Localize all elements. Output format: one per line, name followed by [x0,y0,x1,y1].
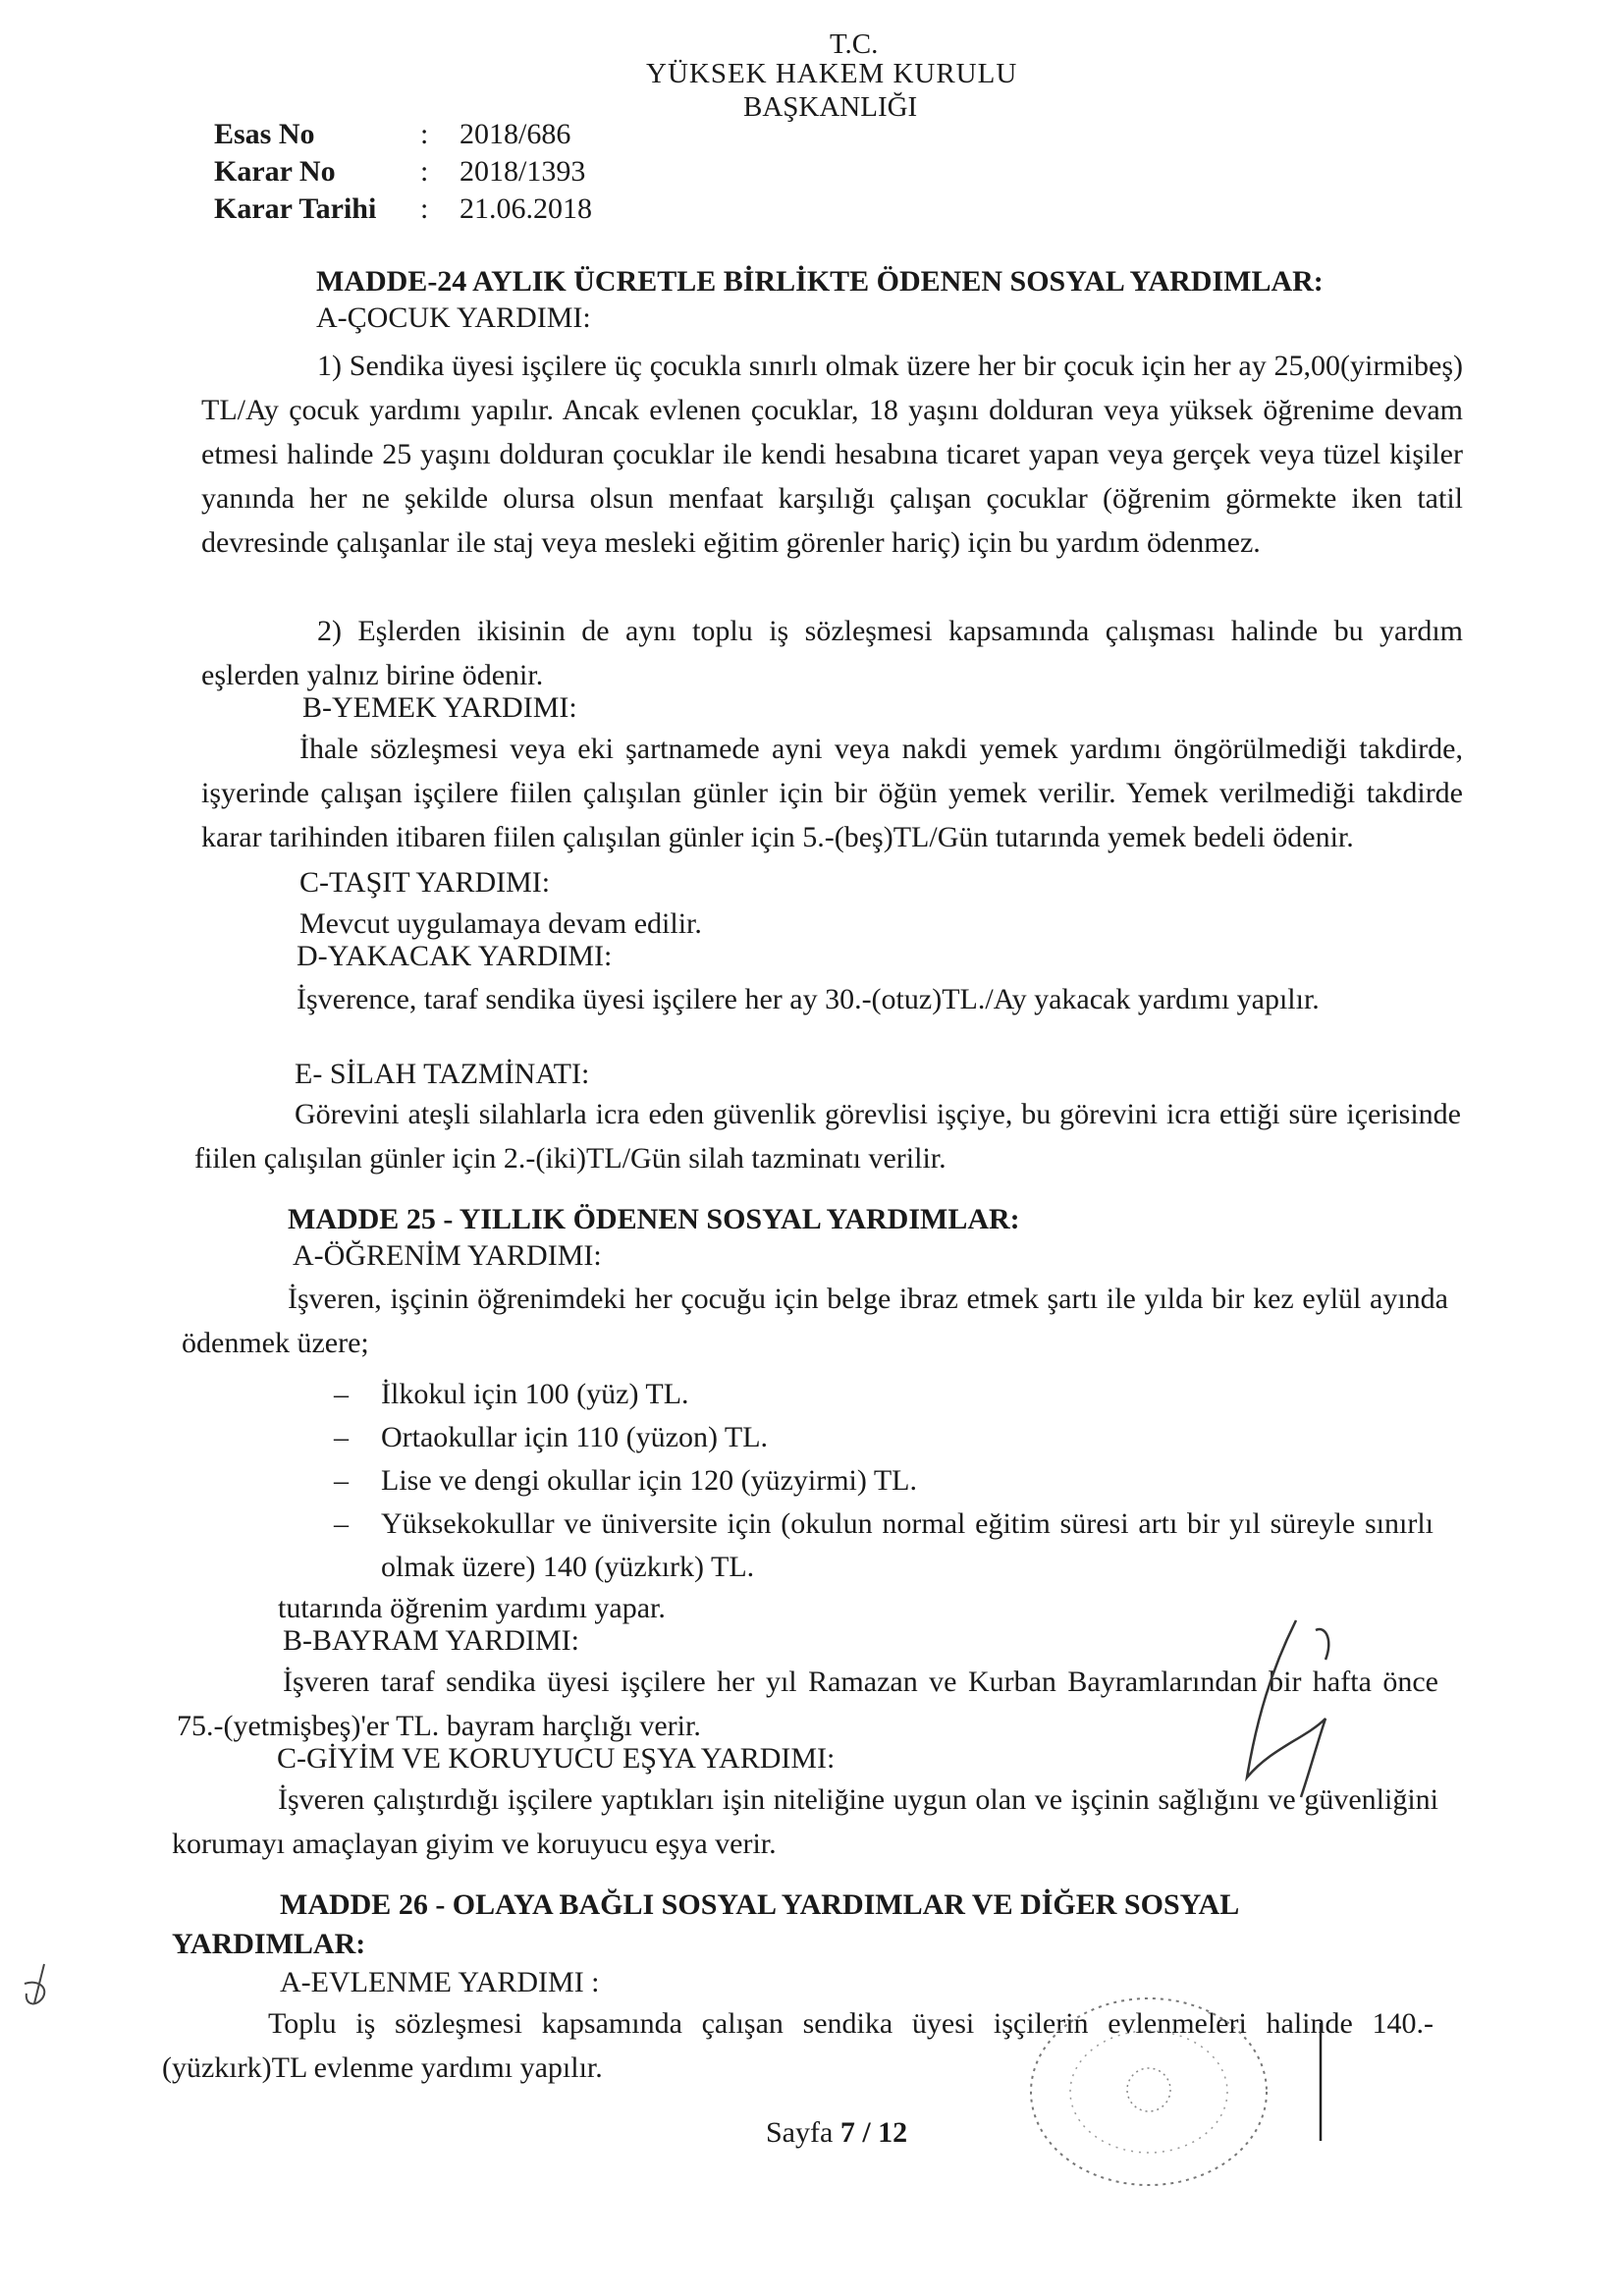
article-25-a-tail: tutarında öğrenim yardımı yapar. [278,1592,666,1624]
margin-initial-mark [15,1959,64,2018]
header-institution: YÜKSEK HAKEM KURULU [646,58,1018,89]
article-25-c-title: C-GİYİM VE KORUYUCU EŞYA YARDIMI: [277,1742,836,1775]
education-list-item-1: – İlkokul için 100 (yüz) TL. [334,1373,1434,1416]
signature-mark [1178,1601,1365,1817]
meta-karar-no: Karar No : 2018/1393 [214,155,586,188]
header-tc: T.C. [830,28,879,60]
article-24-b-title: B-YEMEK YARDIMI: [302,691,577,724]
article-26-a-title: A-EVLENME YARDIMI : [280,1966,600,1998]
education-list-item-2: – Ortaokullar için 110 (yüzon) TL. [334,1416,1434,1459]
article-24-b-para: İhale sözleşmesi veya eki şartnamede ayni veya nakdi yemek yardımı öngörülmediği takdirde, işyerinde çalışan işçilere fiilen çalışılan günler için bir öğün yemek verilir. Yemek verilmediği takdirde karar tarihinden itibaren fiilen çalışılan günler için 5.-(beş)TL/Gün tutarında yemek bedeli ödenir. [201,733,1463,853]
article-25-a-para: İşveren, işçinin öğrenimdeki her çocuğu için belge ibraz etmek şartı ile yılda bir kez eylül ayında ödenmek üzere; [182,1283,1448,1359]
article-26-a-para: Toplu iş sözleşmesi kapsamında çalışan sendika üyesi işçilerin evlenmeleri halinde 140.-(yüzkırk)TL evlenme yardımı yapılır. [162,2007,1434,2084]
article-24-e-title: E- SİLAH TAZMİNATI: [295,1058,590,1090]
list-dash: – [334,1507,349,1540]
official-seal-stamp [1001,1974,1296,2210]
page-number: Sayfa 7 / 12 [766,2116,908,2149]
article-25-c-para: İşveren çalıştırdığı işçilere yaptıkları işin niteliğine uygun olan ve işçinin sağlığını ve güvenliğini korumayı amaçlayan giyim ve koruyucu eşya verir. [172,1783,1438,1860]
article-24-title: MADDE-24 AYLIK ÜCRETLE BİRLİKTE ÖDENEN SOSYAL YARDIMLAR: [316,265,1324,298]
meta-karar-tarihi: Karar Tarihi : 21.06.2018 [214,192,592,225]
article-26-title: MADDE 26 - OLAYA BAĞLI SOSYAL YARDIMLAR VE DİĞER SOSYAL YARDIMLAR: [172,1888,1238,1960]
seal-side-bracket [1311,2018,1330,2146]
header-presidency: BAŞKANLIĞI [743,91,918,123]
education-list-item-3: – Lise ve dengi okullar için 120 (yüzyirmi) TL. [334,1459,1434,1503]
article-25-a-title: A-ÖĞRENİM YARDIMI: [293,1239,602,1272]
article-24-e-para: Görevini ateşli silahlarla icra eden güvenlik görevlisi işçiye, bu görevini icra ettiği süre içerisinde fiilen çalışılan günler için 2.-(iki)TL/Gün silah tazminatı verilir. [194,1098,1461,1175]
article-24-c-title: C-TAŞIT YARDIMI: [299,866,551,899]
case-meta [214,116,592,228]
list-dash: – [334,1421,349,1453]
article-24-a-title: A-ÇOCUK YARDIMI: [316,301,591,334]
list-dash: – [334,1464,349,1497]
article-24-d-para: İşverence, taraf sendika üyesi işçilere her ay 30.-(otuz)TL./Ay yakacak yardımı yapılır. [297,983,1320,1015]
article-25-title: MADDE 25 - YILLIK ÖDENEN SOSYAL YARDIMLAR: [288,1203,1020,1235]
article-25-b-para: İşveren taraf sendika üyesi işçilere her yıl Ramazan ve Kurban Bayramlarından bir hafta önce 75.-(yetmişbeş)'er TL. bayram harçlığı verir. [177,1666,1438,1742]
article-24-c-para: Mevcut uygulamaya devam edilir. [299,907,702,940]
article-25-b-title: B-BAYRAM YARDIMI: [283,1624,579,1657]
article-24-d-title: D-YAKACAK YARDIMI: [297,940,613,972]
list-dash: – [334,1378,349,1410]
meta-esas-no: Esas No : 2018/686 [214,118,571,150]
article-24-a-para2: 2) Eşlerden ikisinin de aynı toplu iş sözleşmesi kapsamında çalışması halinde bu yardım eşlerden yalnız birine ödenir. [201,615,1463,691]
education-list-item-4: – Yüksekokullar ve üniversite için (okulun normal eğitim süresi artı bir yıl süreyle sınırlı olmak üzere) 140 (yüzkırk) TL. [334,1503,1434,1589]
article-24-a-para1: 1) Sendika üyesi işçilere üç çocukla sınırlı olmak üzere her bir çocuk için her ay 25,00(yirmibeş) TL/Ay çocuk yardımı yapılır. Ancak evlenen çocuklar, 18 yaşını dolduran veya yüksek öğrenime devam etmesi halinde 25 yaşını dolduran çocuklar ile kendi hesabına ticaret yapan veya gerçek veya tüzel kişiler yanında her ne şekilde olursa olsun menfaat karşılığı çalışan çocuklar (öğrenim görmekte iken tatil devresinde çalışanlar ile staj veya mesleki eğitim görenler hariç) için bu yardım ödenmez. [201,350,1463,559]
